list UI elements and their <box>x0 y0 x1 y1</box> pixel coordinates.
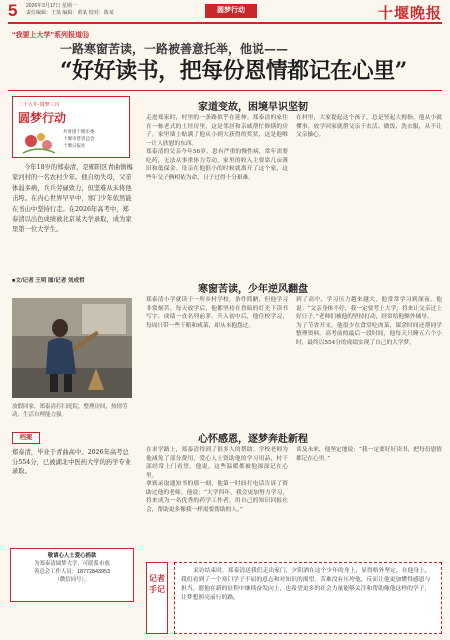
intro-paragraph: 今年18岁的郑泰清，是郧阳区青曲镇梅家河村的一名农村少年。他自幼失母，父亲体弱多病，兵兵劳碌致力，但坚难从未将他击垮。在内心世界早早中，寒门少年依然能在书山中坚持行走。在2026年高考中，郑泰清以出色成绩被北京某大学录取，成为家里第一位大学生。 <box>12 164 133 234</box>
byline: ■文/记者 王明 图/记者 刘成哲 <box>12 278 85 284</box>
section-body-col <box>146 446 288 558</box>
logo-flower-icon <box>19 127 59 155</box>
paragraph: 在村里，大家提起这个孩子，总是竖起大拇指。他从小就懂事，放学回家就帮父亲干农活、做饭、洗衣服，从不让父亲操心。 <box>296 115 442 138</box>
logo-title: 圆梦行动 <box>18 111 67 125</box>
paragraph: 拿到录取通知书的那一刻，他第一时间打电话告诉了资助过他的老师。他说：“大学四年，我会更加努力学习，将来成为一名优秀的药学工作者，用自己的知识回报社会，帮助更多像我一样需要帮助的人。” <box>146 481 288 513</box>
section-body-col <box>296 296 442 426</box>
headline: “好好读书，把每份恩情都记在心里” <box>60 58 407 84</box>
contact-line: （微信同号）。 <box>54 577 90 583</box>
section-title: 心怀感恩，逐梦奔赴新程 <box>198 434 308 445</box>
page-number: 5 <box>8 1 18 20</box>
profile-text: 郑泰清，毕业于青曲高中。2026年高考总分554分，已被湖北中医药大学的药学专业录取。 <box>12 449 132 476</box>
campaign-logo <box>12 96 130 158</box>
contact-line: 为郑泰清圆梦大学，可联系市慈 <box>34 561 110 567</box>
paragraph: 到了高中，学习压力越来越大，他常常学习到深夜。他说：“父亲身体不好，我一定要考上大学，将来让父亲过上好日子。”老师们被他的坚持打动，经常给他额外辅导。 <box>296 297 442 320</box>
logo-organizers: 共青团十堰市委 十堰市慈善总会 十堰日报社 <box>63 130 95 149</box>
section-title: 家道变故，困境早识坚韧 <box>198 102 308 113</box>
reporter-note-label: 记者手记 <box>146 562 168 634</box>
logo-small-text: 二十五年·圆梦三百 <box>18 102 60 108</box>
section-body-col <box>296 114 442 274</box>
paragraph: 走进郑家时，村里的一条路似乎在延伸。郑泰清的家住在一栋老式的土坯房里，这是邻居和亲戚帮忙修缮的房子。家里墙上贴满了他从小到大获得的奖状，这是他唯一让人欣慰的东西。 <box>146 115 288 147</box>
section-body-col <box>146 114 288 274</box>
date-line: 2026年3月17日 星期一 责任编辑：王某 编辑：黄某 校对：陈某 <box>26 3 114 16</box>
profile-tag: 档案 <box>12 432 40 444</box>
contact-line: 敬请心人士爱心捐款 <box>47 553 97 559</box>
paragraph: 郑泰清的父亲今年56岁，患有严重的慢性病，常年需要吃药，无法从事重体力劳动，家里的收入主要靠几亩薄田和低保金。母亲在他很小的时候就离开了这个家，这些年父子俩相依为命，日子过得十分艰难。 <box>146 149 288 181</box>
masthead <box>0 0 450 26</box>
paragraph: 郑泰清小学就读于一所乡村学校，条件简陋，但他学习非常刻苦。每天放学后，他都坚持在昏暗的灯光下读书写字，成绩一直名列前茅。升入初中后，他住校学习，每周只带一些干粮和咸菜，却从未抱怨过。 <box>146 297 288 329</box>
paragraph: 谈及未来，他坚定地说：“我一定要好好读书，把每份恩情都记在心里。” <box>296 447 442 462</box>
section-body-col <box>146 296 288 426</box>
section-body-col <box>296 446 442 558</box>
section-title: 寒窗苦读，少年逆风翻盘 <box>198 284 308 295</box>
series-tag: “我要上大学”系列报道⑬ <box>12 32 89 39</box>
reporter-note <box>146 562 442 634</box>
contact-line: 善总会工作人员：18772843953 <box>33 569 111 575</box>
headline-rule <box>8 90 442 91</box>
photo-caption: 放假回家，郑泰清打扫庭院，整理房间，热情劳动，生活自理能力强。 <box>12 404 128 418</box>
paragraph: 在求学路上，郑泰清得到了很多人的帮助。学校老师为他减免了部分费用，爱心人士资助他的学习用品，村干部经常上门看望。他说，这些温暖都被他深深记在心里。 <box>146 447 288 479</box>
subheadline: 一路寒窗苦读，一路被善意托举，他说—— <box>60 42 289 56</box>
photo-illustration-icon <box>12 298 132 398</box>
top-rule <box>8 22 442 24</box>
article-photo <box>12 298 132 398</box>
reporter-note-text: 采访结束时，郑泰清送我们走出家门，夕阳洒在这个少年的身上，显得格外坚定。在他身上，我们看到了一个寒门学子不屈的意志和对知识的渴望。苦难没有压垮他，反而让他更加懂得感恩与担当。愿他在新的征程中继续奋发向上，也希望更多的社会力量能够关注和帮助像他这样的学子，让梦想照亮前行的路。 <box>174 562 442 634</box>
paragraph: 为了节省开支，他很少在食堂吃肉菜，课余时间还帮同学整理资料。高考前的最后一段时间，他每天只睡五六个小时，最终以554分的成绩实现了自己的大学梦。 <box>296 322 442 346</box>
section-tab: 圆梦行动 <box>205 4 257 18</box>
donation-contact-box <box>10 548 134 602</box>
paper-logo: 十堰晚报 <box>377 4 442 22</box>
